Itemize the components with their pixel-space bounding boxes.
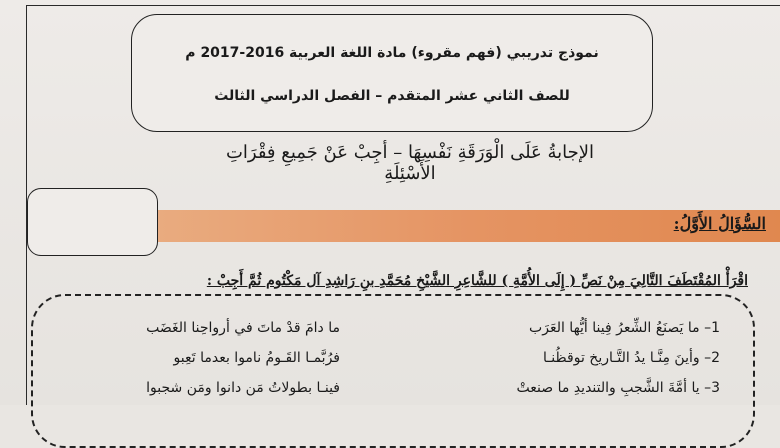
verse-3-first-hemistich: 3– يا أمَّةَ الشَّجبِ والتنديدِ ما صنعتْ — [516, 380, 720, 396]
verse-1-first-hemistich: 1– ما يَصنَعُ الشِّعرُ فِينا أيُّها العَرَب — [529, 320, 720, 336]
top-border-line — [26, 5, 780, 6]
verse-2-first-hemistich: 2– وأينَ مِنَّـا يدُ التَّـاريخ توقظُنـا — [542, 350, 720, 366]
exam-subtitle: للصف الثاني عشر المتقدم – الفصل الدراسي الثالث — [214, 88, 570, 104]
score-box — [27, 188, 158, 256]
question-prompt: اقْرَأْ المُقْتَطَفَ التَّالِيَ مِنْ نَصِّ ( إِلَى الأُمَّةِ ) للشَّاعِرِ الشَّيْخِ مُحَمَّدِ بنِ رَاشِدِ آل مَكْتُوم ثُمَّ أَجِبْ : — [206, 273, 748, 289]
poem-box — [31, 294, 755, 448]
exam-instructions: الإجابةُ عَلَى الْوَرَقَةِ نَفْسِهَا – أجِبْ عَنْ جَمِيعِ فِقْرَاتِ الأَسْئِلَةِ — [225, 142, 595, 184]
question-heading: السُّؤَالُ الأَوَّلُ: — [673, 214, 766, 233]
verse-3-second-hemistich: فينـا بطولاتُ مَن دانوا ومَن شجبوا — [146, 380, 340, 396]
verse-2-second-hemistich: فرُبَّمـا القَـومُ ناموا بعدما تَعِبو — [173, 350, 340, 366]
exam-title: نموذج تدريبي (فهم مقروء) مادة اللغة العربية 2016-2017 م — [185, 45, 599, 61]
verse-1-second-hemistich: ما دامَ قدْ ماتَ في أرواحِنا الغَضَب — [146, 320, 340, 336]
title-box — [131, 14, 653, 132]
